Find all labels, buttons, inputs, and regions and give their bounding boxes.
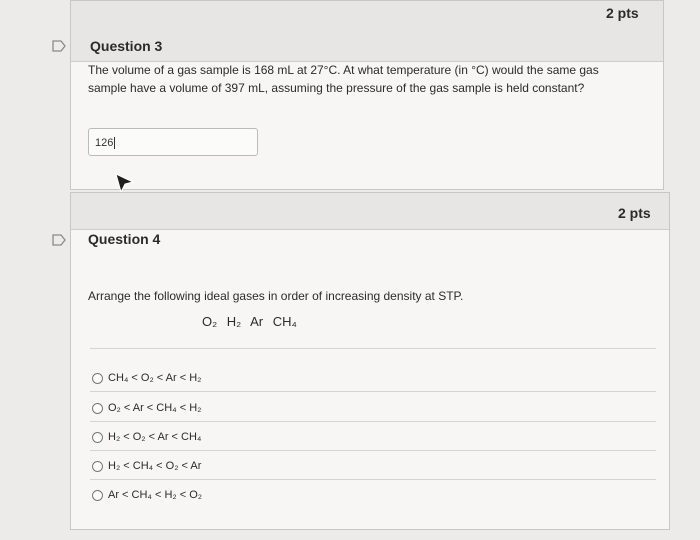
question-4-prompt: Arrange the following ideal gases in order of increasing density at STP. <box>88 289 464 303</box>
answer-option-label: O₂ < Ar < CH₄ < H₂ <box>108 402 202 414</box>
question-4-title: Question 4 <box>88 231 161 247</box>
answer-value: 126 <box>95 137 114 149</box>
divider <box>90 391 656 392</box>
flag-icon[interactable] <box>52 234 66 246</box>
answer-option-label: CH₄ < O₂ < Ar < H₂ <box>108 372 202 384</box>
question-3-points: 2 pts <box>606 5 639 21</box>
divider <box>90 421 656 422</box>
question-4-points: 2 pts <box>618 205 651 221</box>
answer-option-label: H₂ < O₂ < Ar < CH₄ <box>108 431 202 443</box>
answer-option-1[interactable] <box>92 372 201 384</box>
question-3-title: Question 3 <box>90 38 163 54</box>
answer-option-2[interactable] <box>92 402 201 414</box>
answer-option-label: Ar < CH₄ < H₂ < O₂ <box>108 489 203 501</box>
radio-button[interactable] <box>92 490 103 501</box>
divider <box>90 348 656 349</box>
answer-option-5[interactable] <box>92 489 202 501</box>
radio-button[interactable] <box>92 403 103 414</box>
radio-button[interactable] <box>92 461 103 472</box>
mouse-cursor-icon <box>114 172 136 194</box>
answer-option-label: H₂ < CH₄ < O₂ < Ar <box>108 460 202 472</box>
answer-option-4[interactable] <box>92 460 201 472</box>
question-3-text-line1: The volume of a gas sample is 168 mL at 27°C. At what temperature (in °C) would the same gas <box>88 63 599 77</box>
radio-button[interactable] <box>92 373 103 384</box>
divider <box>90 479 656 480</box>
gases-list: O₂ H₂ Ar CH₄ <box>202 314 297 329</box>
radio-button[interactable] <box>92 432 103 443</box>
divider <box>90 450 656 451</box>
answer-option-3[interactable] <box>92 431 201 443</box>
text-caret <box>114 137 115 149</box>
question-4-header <box>71 193 669 230</box>
answer-input[interactable] <box>88 128 258 156</box>
question-3-text-line2: sample have a volume of 397 mL, assuming the pressure of the gas sample is held constant? <box>88 81 585 95</box>
flag-icon[interactable] <box>52 40 66 52</box>
